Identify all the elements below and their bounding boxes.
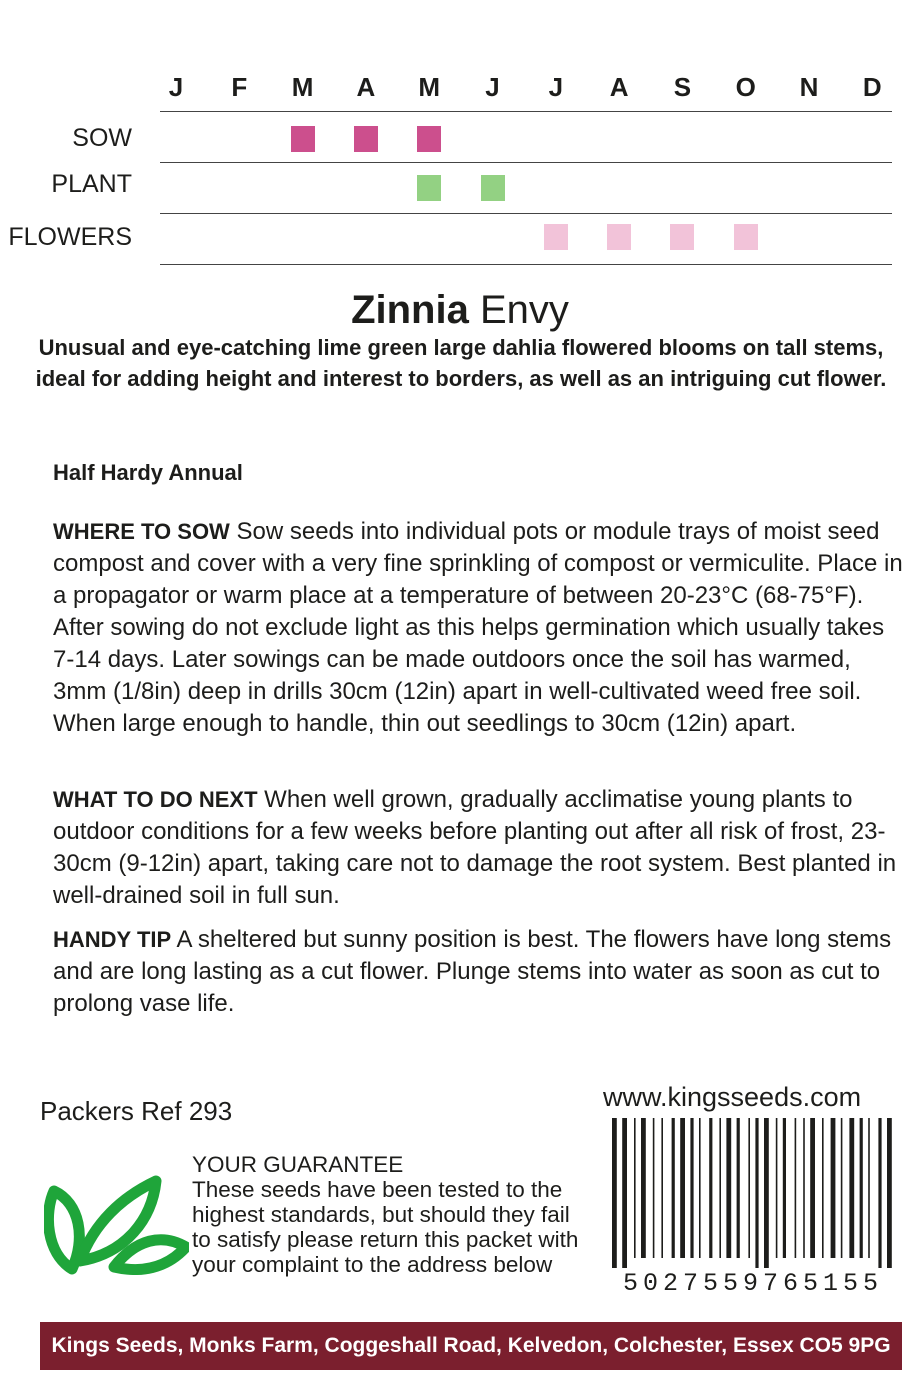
calendar-row-label: FLOWERS: [8, 223, 132, 251]
section-body: Sow seeds into individual pots or module trays of moist seed compost and cover with a very fine sprinkling of compost or vermiculite. Place in a propagator or warm place at a temperature of between 20-23°C (68-75°F). After sowing do not exclude light as this helps germination which usually takes 7-14 days. Later sowings can be made outdoors once the soil has warmed, 3mm (1/8in) deep in drills 30cm (12in) apart in well-cultivated weed free soil. When large enough to handle, thin out seedlings to 30cm (12in) apart.: [53, 518, 903, 737]
calendar-rule: [160, 264, 892, 265]
barcode-bar: [680, 1118, 685, 1258]
calendar-rule: [160, 111, 892, 112]
leaf-logo-icon: [44, 1175, 189, 1275]
barcode-bar: [878, 1118, 881, 1268]
month-label: S: [673, 72, 692, 102]
barcode-bar: [622, 1118, 627, 1268]
section-heading: WHERE TO SOW: [53, 519, 230, 544]
barcode-bar: [887, 1118, 892, 1268]
month-label: F: [231, 72, 248, 102]
calendar-row-label: SOW: [72, 124, 132, 152]
calendar-marker: [607, 224, 631, 250]
barcode-bar: [748, 1118, 750, 1258]
month-label: A: [356, 72, 376, 102]
barcode-bar: [634, 1118, 636, 1258]
barcode-bar: [612, 1118, 617, 1268]
section-body: A sheltered but sunny position is best. The flowers have long stems and are long lasting as a cut flower. Plunge stems into water as soon as cut to prolong vase life.: [53, 926, 892, 1017]
month-header: [160, 72, 892, 104]
barcode-bar: [803, 1118, 805, 1258]
barcode-bar: [810, 1118, 815, 1258]
barcode-bar: [868, 1118, 870, 1258]
barcode-bar: [690, 1118, 693, 1258]
packers-ref: Packers Ref 293: [40, 1096, 233, 1126]
calendar-marker: [417, 175, 441, 201]
plant-type: Half Hardy Annual: [53, 460, 243, 485]
barcode-bar: [764, 1118, 769, 1268]
calendar-rule: [160, 213, 892, 214]
barcode-bar: [661, 1118, 663, 1258]
section-body: When well grown, gradually acclimatise young plants to outdoor conditions for a few weeks before planting out after all risk of frost, 23-30cm (9-12in) apart, taking care not to damage the root system. Best planted in well-drained soil in full sun.: [53, 786, 897, 909]
barcode-bar: [719, 1118, 721, 1258]
product-variety: Envy: [468, 288, 569, 332]
month-label: J: [485, 72, 500, 102]
barcode-bar: [755, 1118, 758, 1268]
guarantee-text: These seeds have been tested to the highest standards, but should they fail to satisfy please return this packet with your complaint to the address below: [192, 1177, 579, 1277]
calendar-marker: [734, 224, 758, 250]
product-title: [0, 286, 920, 334]
barcode-bar: [831, 1118, 836, 1258]
guarantee-heading: YOUR GUARANTEE: [192, 1152, 404, 1177]
calendar-row-label: PLANT: [51, 170, 132, 198]
barcode-bar: [653, 1118, 655, 1258]
barcode-bar: [699, 1118, 701, 1258]
calendar-marker: [670, 224, 694, 250]
calendar-marker: [291, 126, 315, 152]
month-label: M: [418, 72, 441, 102]
calendar-rule: [160, 162, 892, 163]
footer-address-bar: Kings Seeds, Monks Farm, Coggeshall Road, Kelvedon, Colchester, Essex CO5 9PG: [40, 1322, 902, 1370]
barcode-bar: [841, 1118, 843, 1258]
barcode-bar: [822, 1118, 824, 1258]
barcode-bar: [783, 1118, 786, 1258]
month-label: N: [799, 72, 819, 102]
month-label: A: [609, 72, 629, 102]
barcode-bar: [795, 1118, 797, 1258]
barcode-bar: [776, 1118, 778, 1258]
calendar-marker: [417, 126, 441, 152]
month-label: O: [735, 72, 756, 102]
what-to-do-next-section: [53, 784, 903, 912]
barcode-bar: [672, 1118, 675, 1258]
month-label: J: [548, 72, 564, 102]
month-label: M: [291, 72, 314, 102]
calendar-marker: [354, 126, 378, 152]
barcode-bar: [860, 1118, 863, 1258]
barcode-bars: [612, 1118, 892, 1268]
website-link[interactable]: www.kingsseeds.com: [603, 1082, 862, 1112]
barcode-bar: [709, 1118, 712, 1258]
barcode-bar: [641, 1118, 646, 1258]
calendar-marker: [544, 224, 568, 250]
barcode-icon: [608, 1118, 898, 1296]
handy-tip-section: [53, 924, 903, 1020]
month-label: D: [862, 72, 882, 102]
product-intro: Unusual and eye-catching lime green large dahlia flowered blooms on tall stems, ideal for adding height and interest to borders, as well as an intriguing cut flower.: [35, 335, 887, 391]
barcode-digits: 5027559765155: [622, 1269, 884, 1296]
guarantee-block: [192, 1152, 582, 1277]
section-heading: WHAT TO DO NEXT: [53, 787, 258, 812]
barcode-bar: [849, 1118, 854, 1258]
product-genus: Zinnia: [351, 288, 469, 332]
barcode-bar: [726, 1118, 731, 1258]
barcode-bar: [737, 1118, 740, 1258]
section-heading: HANDY TIP: [53, 927, 172, 952]
where-to-sow-section: [53, 516, 903, 740]
calendar-marker: [481, 175, 505, 201]
month-label: J: [168, 72, 184, 102]
